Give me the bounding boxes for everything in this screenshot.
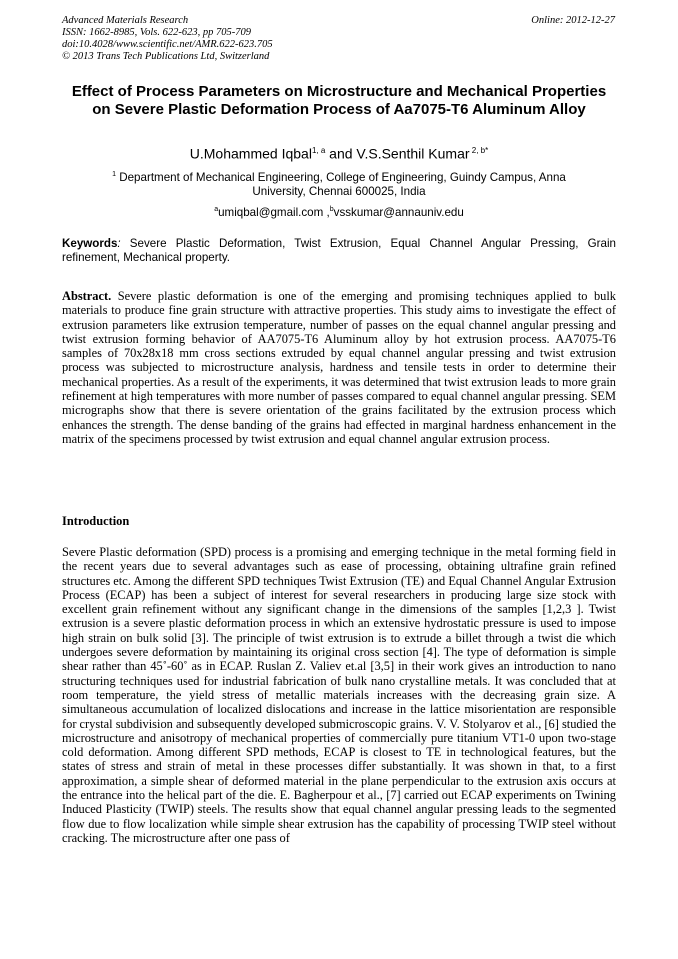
copyright-line: © 2013 Trans Tech Publications Ltd, Switzerland: [62, 51, 270, 62]
keywords-label: Keywords: [62, 237, 118, 250]
email-b-sup: b: [329, 206, 334, 213]
journal-name: Advanced Materials Research: [62, 15, 189, 26]
paper-title: Effect of Process Parameters on Microstructure and Mechanical Properties on Severe Plastic Deformation Process of Aa7075-T6 Aluminum Alloy: [71, 83, 607, 118]
author-connector: and: [325, 145, 357, 162]
author-1: U.Mohammed Iqbal: [189, 145, 312, 162]
email-line: [62, 203, 616, 220]
introduction-heading: Introduction: [62, 514, 130, 528]
affiliation: [85, 168, 593, 199]
abstract-text: Severe plastic deformation is one of the emerging and promising techniques applied to bulk materials to produce fine grain structure with attractive properties. This study aims to investigate the effect of extrusion parameters like extrusion temperature, number of passes on the equal channel angular pressing and twist extrusion forming behavior of AA7075-T6 Aluminum alloy by hot extrusion process. AA7075-T6 samples of 70x28x18 mm cross sections extruded by equal channel angular pressing and twist extrusion process was subjected to microstructure analysis, hardness and tensile tests in order to determine their mechanical properties. As a result of the experiments, it was determined that twist extrusion leads to more grain refinement at high temperatures with more number of passes compared to equal channel angular pressing. SEM micrographs show that there is severe orientation of the grains facilitated by the extrusion process which enhances the strength. The dense banding of the grains had effected in marginal hardness enhancement in the matrix of the specimens processed by twist extrusion and equal channel angular extrusion process.: [62, 289, 616, 446]
email-a-sup: a: [214, 206, 219, 213]
author-line: [62, 143, 616, 162]
author-1-sup: 1, a: [311, 146, 326, 155]
doi-line: doi:10.4028/www.scientific.net/AMR.622-623.705: [62, 39, 273, 50]
abstract-paragraph: [62, 289, 616, 446]
introduction-paragraph: Severe Plastic deformation (SPD) process is a promising and emerging technique in the metal forming field in the recent years due to several advantages such as ease of processing, obtaining ultrafine grain refined structures etc. Among the different SPD techniques Twist Extrusion (TE) and Equal Channel Angular Extrusion Process (ECAP) has been a subject of interest for several researchers in producing large size stock with excellent grain refinement without any significant change in the dimensions of the samples [1,2,3 ]. Twist extrusion is a severe plastic deformation process in which an extensive hydrostatic pressure is used to impose high strain on bulk solid [3]. The principle of twist extrusion is to extrude a billet through a twist die which undergoes severe deformation by maintaining its original cross section [4]. The type of deformation is simple shear rather than 45˚-60˚ as in ECAP. Ruslan Z. Valiev et.al [3,5] in their work gives an introduction to nano structuring techniques used for industrial fabrication of bulk nano crystalline metals. It was concluded that at room temperature, the yield stress of metallic materials increases with the decreasing grain size. A simultaneous accumulation of localized dislocations and increase in the lattice misorientation are responsible for crystal subdivision and subsequently developed submicroscopic grains. V. V. Stolyarov et al., [6] studied the microstructure and anisotropy of mechanical properties of commercially pure titanium VT1-0 upon two-stage cold deformation. Among different SPD methods, ECAP is closest to TE in technological features, but the states of stress and strain of metal in these processes differ substantially. It was shown in that, to a first approximation, a simple shear of deformed material in the plane perpendicular to the extrusion axis occurs at the entrance into the helical part of the die. E. Bagherpour et al., [7] carried out ECAP experiments on Twining Induced Plasticity (TWIP) steels. The results show that equal channel angular pressing leads to the segmented flow due to flow localization while simple shear extrusion has the capability of processing TWIP steel without cracking. The microstructure after one pass of: [62, 545, 616, 845]
affiliation-text: Department of Mechanical Engineering, College of Engineering, Guindy Campus, Anna University, Chennai 600025, India: [116, 170, 566, 199]
author-2-sup: 2, b*: [469, 146, 489, 155]
email-b[interactable]: vsskumar@annauniv.edu: [333, 205, 464, 219]
online-date: Online: 2012-12-27: [531, 15, 615, 26]
issn-line: ISSN: 1662-8985, Vols. 622-623, pp 705-709: [62, 27, 251, 38]
abstract-label: Abstract.: [62, 289, 112, 303]
email-a[interactable]: umiqbal@gmail.com ,: [218, 205, 330, 219]
keywords-text: Severe Plastic Deformation, Twist Extrusion, Equal Channel Angular Pressing, Grain refinement, Mechanical property.: [62, 237, 616, 265]
affiliation-number: 1: [112, 171, 117, 178]
author-2: V.S.Senthil Kumar: [356, 145, 470, 162]
journal-header: [62, 15, 273, 63]
keywords-colon: :: [117, 237, 121, 250]
keywords-paragraph: [62, 237, 616, 266]
